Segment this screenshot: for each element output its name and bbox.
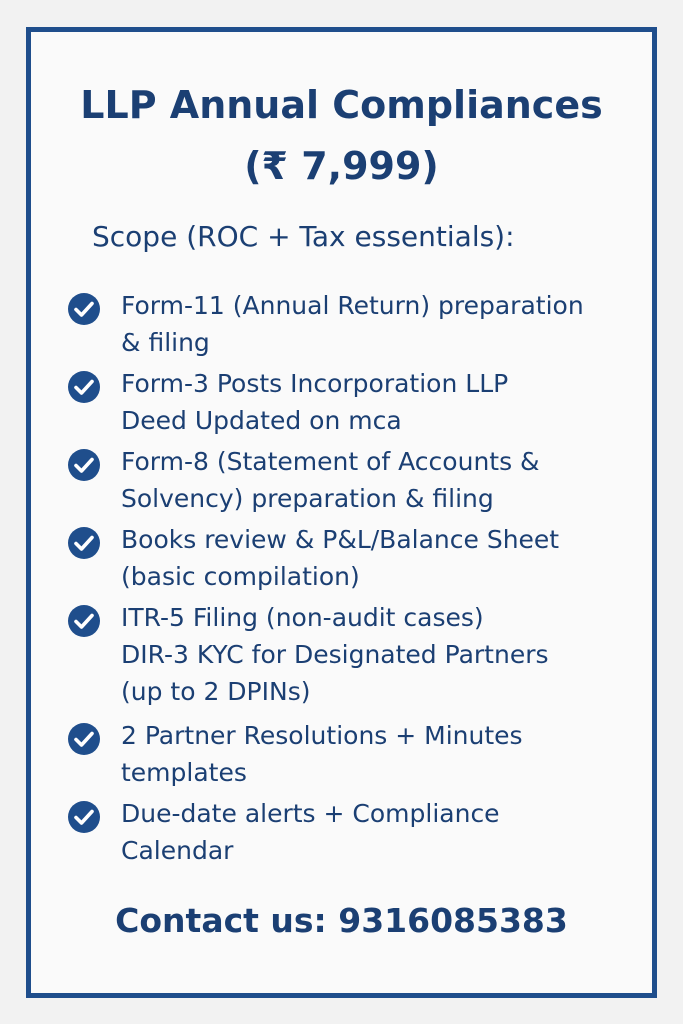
item-line: ITR-5 Filing (non-audit cases) [121, 603, 484, 632]
item-text [121, 636, 549, 710]
title-price: (₹ 7,999) [244, 144, 439, 188]
item-line: (up to 2 DPINs) [121, 677, 311, 706]
item-text [121, 365, 641, 439]
check-circle-icon [67, 526, 101, 560]
check-circle-icon [67, 448, 101, 482]
item-line: Form-11 (Annual Return) preparation [121, 291, 584, 320]
flyer-frame [26, 27, 657, 998]
item-text [121, 795, 641, 869]
item-line: DIR-3 KYC for Designated Partners [121, 640, 549, 669]
item-line: Books review & P&L/Balance Sheet [121, 525, 560, 554]
item-line: Due-date alerts + Compliance [121, 799, 500, 828]
scope-heading: Scope (ROC + Tax essentials): [92, 220, 515, 253]
item-text [121, 717, 641, 791]
item-line: Calendar [121, 836, 234, 865]
item-text [121, 443, 641, 517]
check-circle-icon [67, 800, 101, 834]
contact-line: Contact us: 9316085383 [115, 901, 568, 940]
item-text [121, 287, 641, 361]
check-circle-icon [67, 292, 101, 326]
item-line: (basic compilation) [121, 562, 360, 591]
item-line: Solvency) preparation & filing [121, 484, 494, 513]
item-line: Deed Updated on mca [121, 406, 402, 435]
title-line-1: LLP Annual Compliances [80, 83, 603, 127]
check-circle-icon [67, 604, 101, 638]
item-text [121, 599, 641, 636]
item-line: Form-8 (Statement of Accounts & [121, 447, 540, 476]
item-line: Form-3 Posts Incorporation LLP [121, 369, 509, 398]
item-line: & filing [121, 328, 210, 357]
check-circle-icon [67, 370, 101, 404]
item-line: templates [121, 758, 247, 787]
item-line: 2 Partner Resolutions + Minutes [121, 721, 523, 750]
check-circle-icon [67, 722, 101, 756]
item-text [121, 521, 641, 595]
